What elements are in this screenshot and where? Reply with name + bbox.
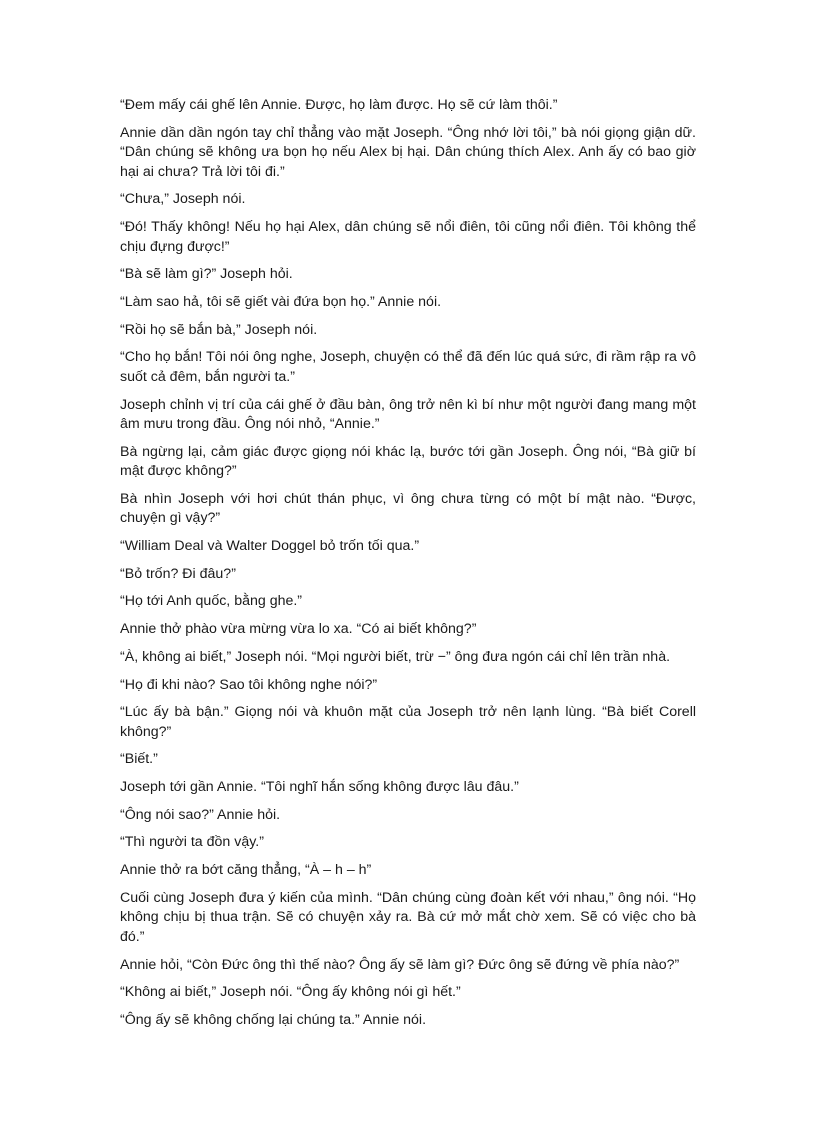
paragraph: Joseph tới gần Annie. “Tôi nghĩ hắn sống không được lâu đâu.”	[120, 779, 519, 796]
paragraph: “Không ai biết,” Joseph nói. “Ông ấy không nói gì hết.”	[120, 984, 461, 1001]
paragraph: “À, không ai biết,” Joseph nói. “Mọi người biết, trừ −” ông đưa ngón cái chỉ lên trần nhà.	[120, 648, 671, 665]
paragraph: Joseph chỉnh vị trí của cái ghế ở đầu bàn, ông trở nên kì bí như một người đang mang một âm mưu trong đầu. Ông nói nhỏ, “Annie.”	[120, 396, 696, 432]
paragraph: Annie dần dần ngón tay chỉ thẳng vào mặt Joseph. “Ông nhớ lời tôi,” bà nói giọng giận dữ. “Dân chúng sẽ không ưa bọn họ nếu Alex bị hại. Dân chúng thích Alex. Anh ấy có bao giờ hại ai chưa? Trả lời tôi đi.”	[120, 124, 696, 180]
paragraph: “Đó! Thấy không! Nếu họ hại Alex, dân chúng sẽ nổi điên, tôi cũng nổi điên. Tôi không thể chịu đựng được!”	[120, 219, 696, 255]
paragraph: “Bỏ trốn? Đi đâu?”	[120, 565, 236, 582]
paragraph: “Họ đi khi nào? Sao tôi không nghe nói?”	[120, 676, 378, 693]
paragraph: “Ông ấy sẽ không chống lại chúng ta.” Annie nói.	[120, 1011, 427, 1028]
paragraph: “Đem mấy cái ghế lên Annie. Được, họ làm được. Họ sẽ cứ làm thôi.”	[120, 97, 558, 113]
paragraph: Annie thở ra bớt căng thẳng, “À – h – h”	[120, 862, 372, 879]
paragraph: Annie hỏi, “Còn Đức ông thì thế nào? Ông ấy sẽ làm gì? Đức ông sẽ đứng về phía nào?”	[120, 956, 680, 973]
paragraph: Annie thở phào vừa mừng vừa lo xa. “Có ai biết không?”	[120, 621, 477, 638]
paragraph: “Biết.”	[120, 751, 158, 768]
paragraph: “Lúc ấy bà bận.” Giọng nói và khuôn mặt của Joseph trở nên lạnh lùng. “Bà biết Corell không?”	[120, 704, 696, 740]
paragraph: Bà nhìn Joseph với hơi chút thán phục, vì ông chưa từng có một bí mật nào. “Được, chuyện gì vậy?”	[120, 490, 696, 527]
paragraph: “Chưa,” Joseph nói.	[120, 191, 246, 208]
paragraph: “William Deal và Walter Doggel bỏ trốn tối qua.”	[120, 538, 420, 555]
paragraph: “Bà sẽ làm gì?” Joseph hỏi.	[120, 266, 293, 283]
paragraph: Cuối cùng Joseph đưa ý kiến của mình. “Dân chúng cùng đoàn kết với nhau,” ông nói. “Họ không chịu bị thua trận. Sẽ có chuyện xảy ra. Bà cứ mở mắt chờ xem. Sẽ có việc cho bà đó.”	[120, 889, 696, 945]
page-body	[120, 96, 696, 1039]
paragraph: “Rồi họ sẽ bắn bà,” Joseph nói.	[120, 321, 318, 338]
paragraph: “Cho họ bắn! Tôi nói ông nghe, Joseph, chuyện có thể đã đến lúc quá sức, đi rầm rập ra vô suốt cả đêm, bắn người ta.”	[120, 349, 696, 385]
paragraph: “Ông nói sao?” Annie hỏi.	[120, 806, 281, 823]
paragraph: “Làm sao hả, tôi sẽ giết vài đứa bọn họ.” Annie nói.	[120, 293, 442, 310]
paragraph: Bà ngừng lại, cảm giác được giọng nói khác lạ, bước tới gần Joseph. Ông nói, “Bà giữ bí mật được không?”	[120, 443, 696, 480]
paragraph: “Họ tới Anh quốc, bằng ghe.”	[120, 593, 303, 610]
paragraph: “Thì người ta đồn vậy.”	[120, 834, 264, 851]
